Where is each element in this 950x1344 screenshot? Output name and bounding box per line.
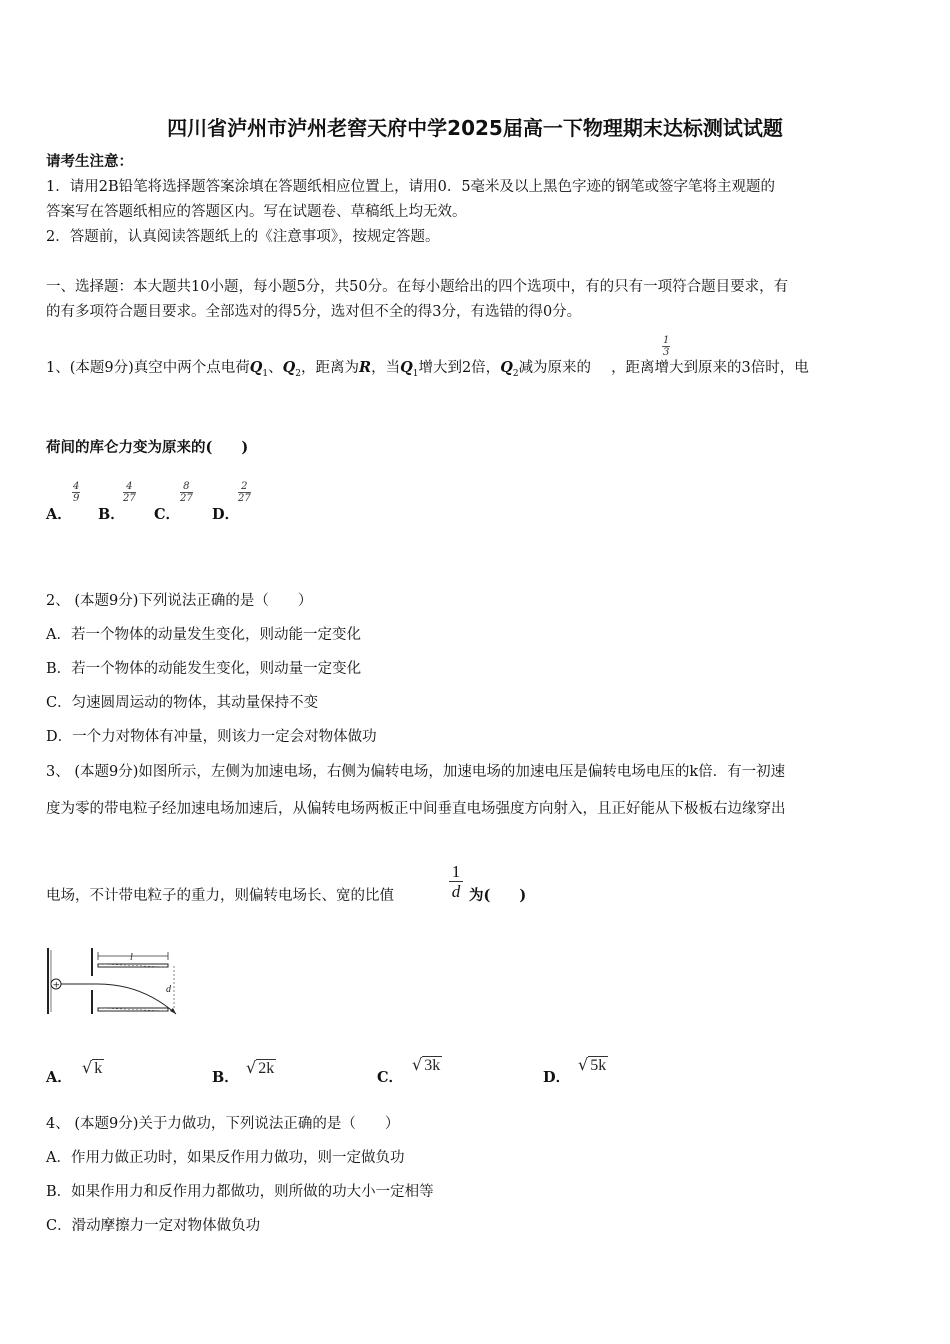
q3-option-b-sqrt: √ 2k — [246, 1058, 275, 1077]
q3-stem-line-3b: 为( ) — [469, 887, 527, 904]
notice-line-3: 2．答题前，认真阅读答题纸上的《注意事项》，按规定答题。 — [46, 229, 440, 245]
q2-option-b[interactable]: B．若一个物体的动能发生变化，则动量一定变化 — [46, 661, 362, 677]
q3-option-d-sqrt: √ 5k — [578, 1055, 607, 1074]
q3-option-a-label[interactable]: A． — [46, 1069, 72, 1086]
q1-option-d-fraction: $\frac{2}{27}$ — [238, 481, 251, 504]
q3-option-b-label[interactable]: B． — [212, 1069, 239, 1086]
q3-deflection-diagram — [42, 942, 192, 1022]
q2-option-c[interactable]: C．匀速圆周运动的物体，其动量保持不变 — [46, 695, 319, 711]
q3-stem-line-3a: 电场，不计带电粒子的重力，则偏转电场长、宽的比值 — [46, 888, 394, 904]
label-d: d — [166, 984, 171, 995]
q1-option-a-label[interactable]: A． — [46, 506, 72, 523]
q1-stem-line-1: 1、(本题9分)真空中两个点电荷$Q_1$、$Q_2$，距离为R，当$Q_1$增大到2倍，$Q_2$减为原来的 ，距离增大到原来的3倍时，电 — [46, 359, 809, 379]
q4-option-a[interactable]: A．作用力做正功时，如果反作用力做功，则一定做负功 — [46, 1150, 405, 1166]
notice-heading: 请考生注意： — [46, 153, 133, 170]
notice-line-1: 1．请用2B铅笔将选择题答案涂填在答题纸相应位置上，请用0．5毫米及以上黑色字迹的钢笔或签字笔将主观题的 — [46, 179, 776, 195]
q3-option-c-label[interactable]: C． — [377, 1069, 404, 1086]
q4-option-c[interactable]: C．滑动摩擦力一定对物体做负功 — [46, 1218, 261, 1234]
q3-fraction-l-over-d: $\frac{1}{d}$ — [449, 862, 463, 901]
q1-option-b-label[interactable]: B． — [98, 506, 125, 523]
q1-option-a-fraction: $\frac{4}{9}$ — [73, 481, 80, 504]
q1-option-c-fraction: $\frac{8}{27}$ — [180, 481, 193, 504]
q3-option-d-label[interactable]: D． — [543, 1069, 571, 1086]
section-intro-line-2: 的有多项符合题目要求。全部选对的得5分，选对但不全的得3分，有选错的得0分。 — [46, 304, 582, 320]
page-title: 四川省泸州市泸州老窖天府中学2025届高一下物理期末达标测试试题 — [167, 116, 783, 140]
q2-stem: 2、 (本题9分)下列说法正确的是（ ） — [46, 593, 313, 609]
label-l: l — [130, 952, 133, 963]
q1-stem-line-2: 荷间的库仑力变为原来的( ) — [46, 439, 249, 456]
q2-option-d[interactable]: D．一个力对物体有冲量，则该力一定会对物体做功 — [46, 729, 377, 745]
q1-fraction-one-third: $\frac{1}{3}$ — [663, 335, 670, 358]
section-intro-line-1: 一、选择题：本大题共10小题，每小题5分，共50分。在每小题给出的四个选项中，有的只有一项符合题目要求，有 — [46, 279, 789, 295]
q3-option-a-sqrt: √ k — [82, 1058, 103, 1077]
q3-stem-line-1: 3、 (本题9分)如图所示，左侧为加速电场，右侧为偏转电场，加速电场的加速电压是偏转电场电压的k倍．有一初速 — [46, 764, 786, 780]
q1-option-b-fraction: $\frac{4}{27}$ — [123, 481, 136, 504]
q2-option-a[interactable]: A．若一个物体的动量发生变化，则动能一定变化 — [46, 627, 361, 643]
q1-option-d-label[interactable]: D． — [212, 506, 240, 523]
q1-option-c-label[interactable]: C． — [154, 506, 181, 523]
q4-option-b[interactable]: B．如果作用力和反作用力都做功，则所做的功大小一定相等 — [46, 1184, 434, 1200]
q3-stem-line-2: 度为零的带电粒子经加速电场加速后，从偏转电场两板正中间垂直电场强度方向射入，且正好能从下极板右边缘穿出 — [46, 801, 786, 817]
svg-text:+: + — [52, 980, 61, 991]
notice-line-2: 答案写在答题纸相应的答题区内。写在试题卷、草稿纸上均无效。 — [46, 204, 467, 220]
q4-stem: 4、 (本题9分)关于力做功，下列说法正确的是（ ） — [46, 1116, 400, 1132]
q3-option-c-sqrt: √ 3k — [412, 1055, 441, 1074]
